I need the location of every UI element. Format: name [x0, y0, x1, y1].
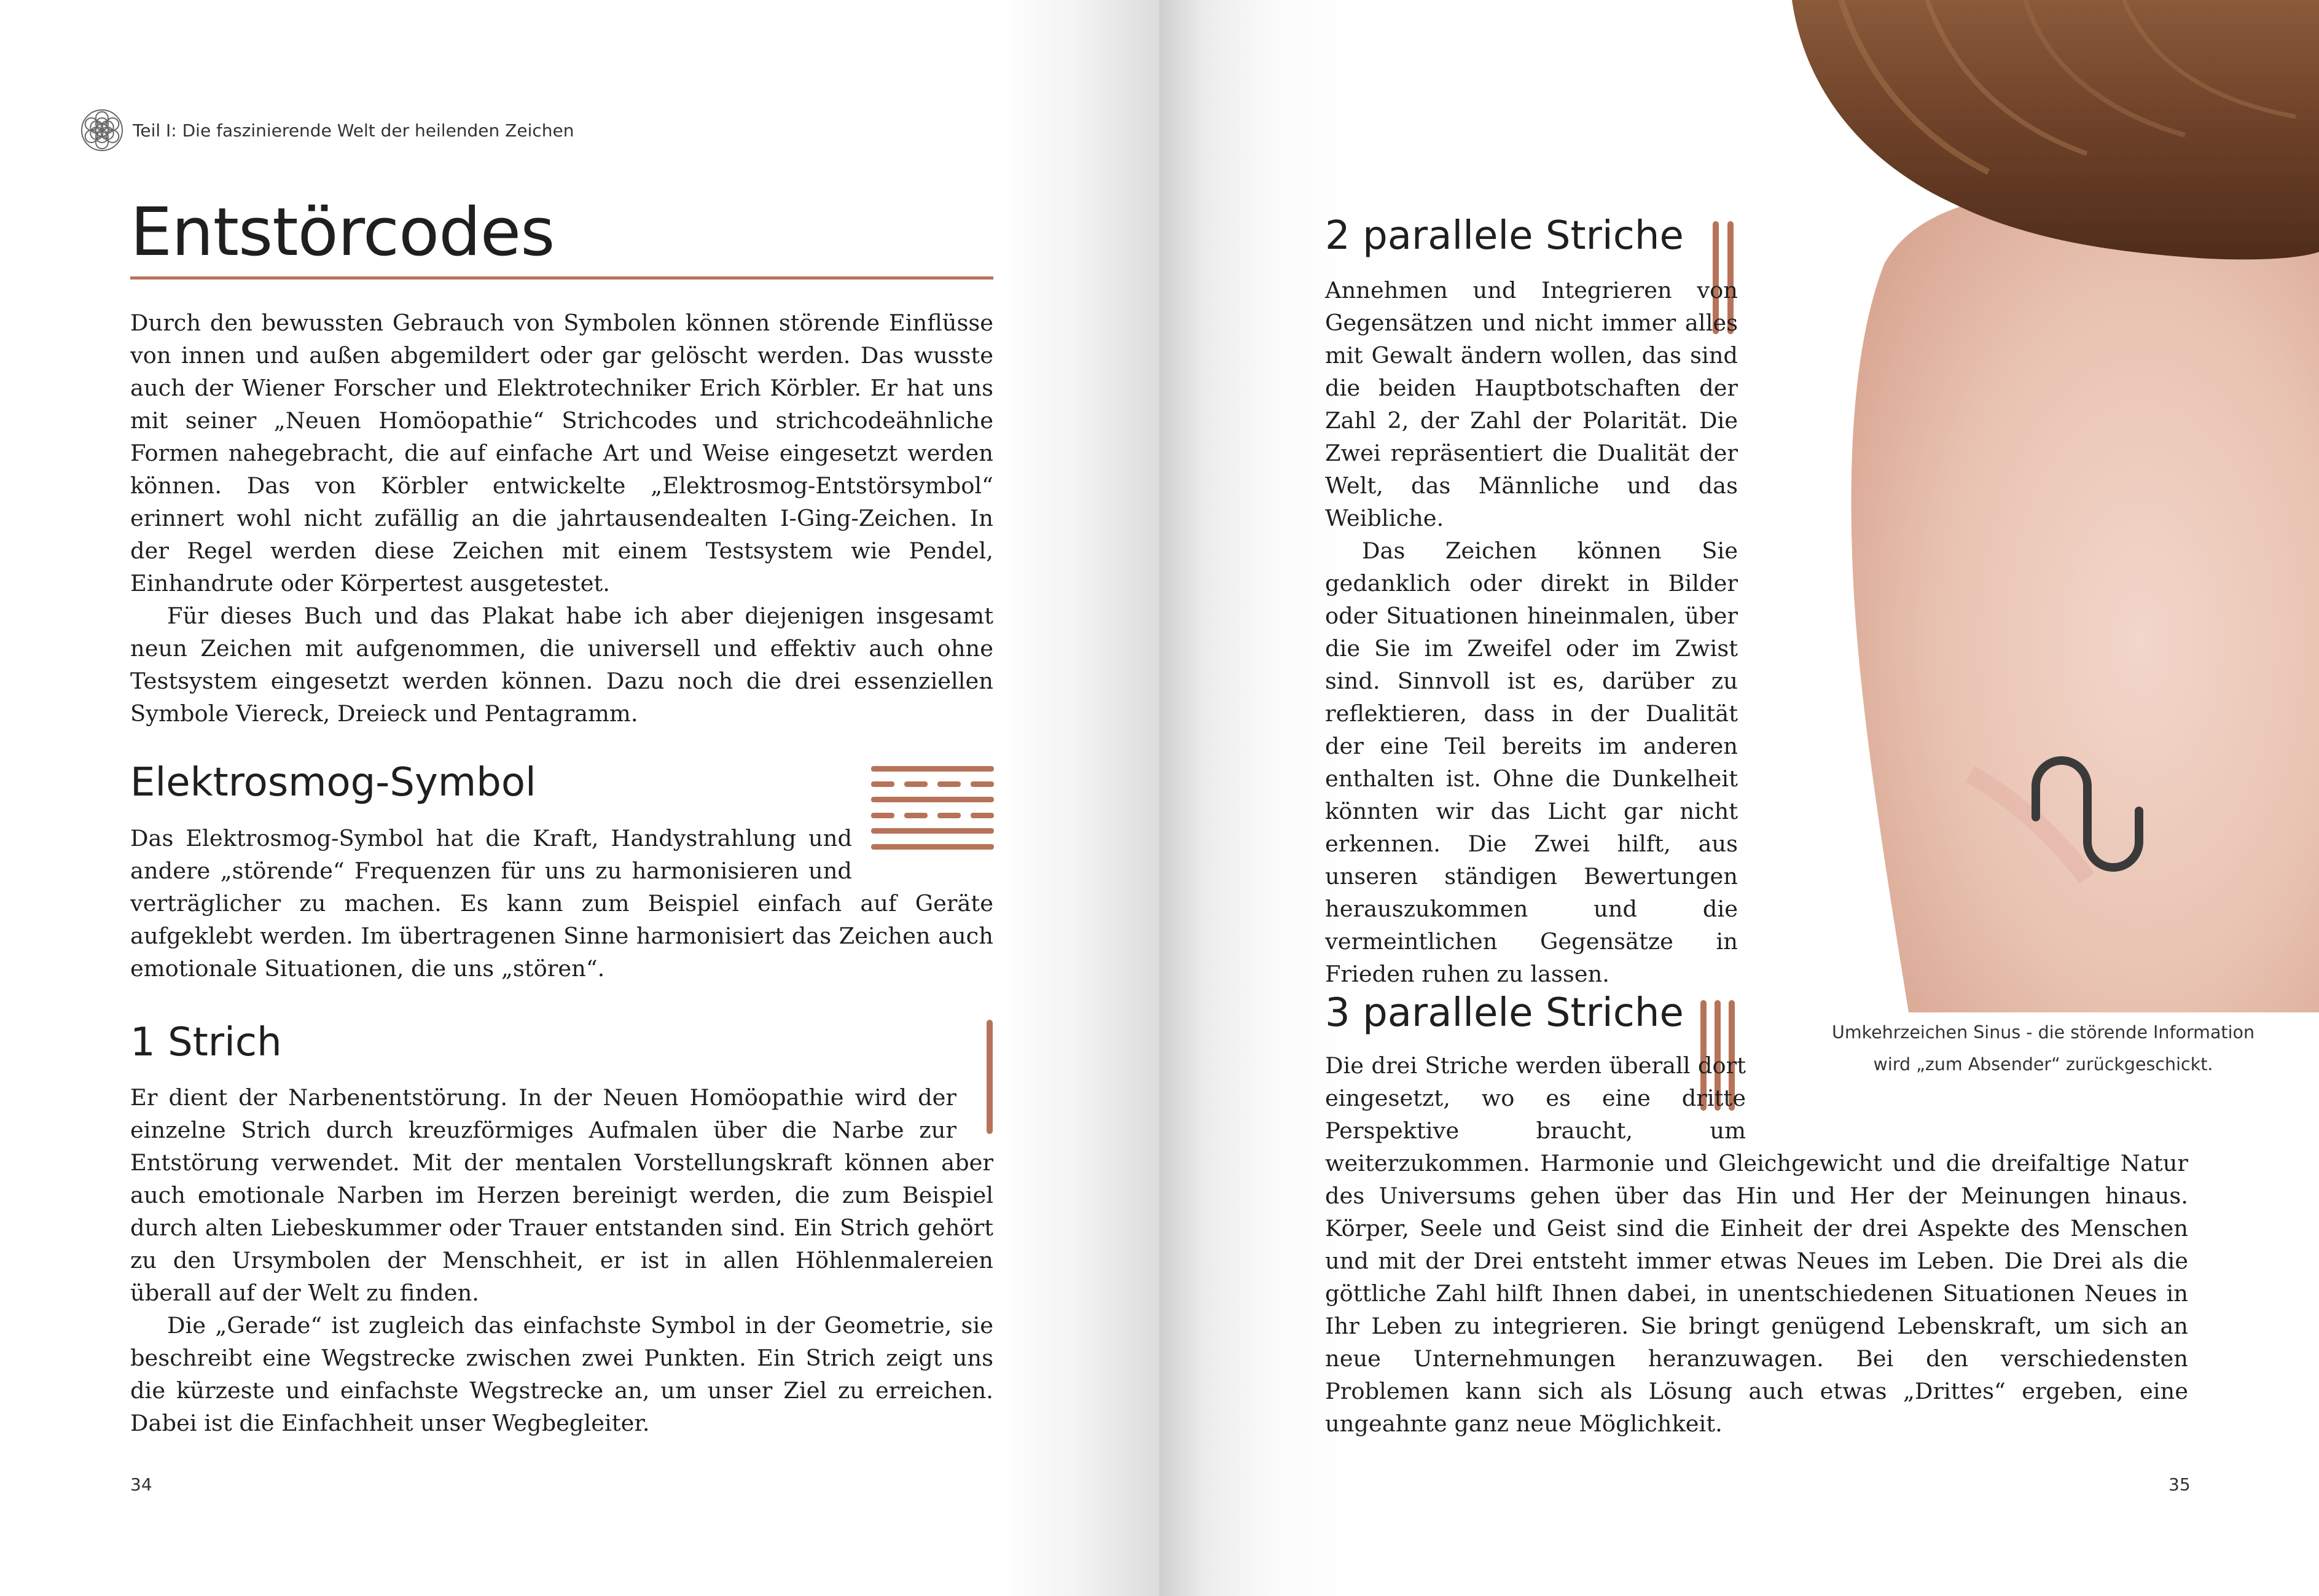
back-photo-illustration	[1767, 0, 2319, 1012]
strich2-paragraph-2: Das Zeichen können Sie gedanklich oder direkt in Bilder oder Situationen hineinmalen, über die Sie im Zweifel oder im Zwist sind. Sinnvoll ist es, darüber zu reflektieren, dass in der Dualität der eine Teil bereits im anderen enthalten ist. Ohne die Dunkelheit könnten wir das Licht gar nicht erkennen. Die Zwei hilft, aus unseren ständigen Bewertungen herauszukommen und die vermeintlichen Gegensätze in Frieden ruhen zu lassen.	[1325, 538, 1738, 987]
strich2-text	[1325, 274, 1738, 990]
strich3-heading: 3 parallele Striche	[1325, 990, 1684, 1036]
running-header	[80, 108, 574, 152]
elektrosmog-text	[130, 822, 993, 985]
strich1-paragraph-2: Die „Gerade“ ist zugleich das einfachste Symbol in der Geometrie, sie beschreibt eine Wegstrecke zwischen zwei Punkten. Ein Strich zeigt uns die kürzeste und einfachste Wegstrecke an, um unser Ziel zu erreichen. Dabei ist die Einfachheit unser Wegbegleiter.	[130, 1312, 993, 1436]
running-title: Teil I: Die faszinierende Welt der heilenden Zeichen	[133, 120, 574, 141]
elektrosmog-heading: Elektrosmog-Symbol	[130, 760, 536, 805]
strich2-paragraph-1: Annehmen und Integrieren von Gegensätzen und nicht immer alles mit Gewalt ändern wollen, das sind die beiden Hauptbotschaften der Zahl 2, der Zahl der Polarität. Die Zwei repräsentiert die Dualität der Welt, das Männliche und das Weibliche.	[1325, 277, 1738, 531]
strich1-wrap-spacer	[956, 1081, 993, 1146]
page-number-right: 35	[2168, 1474, 2191, 1495]
elektrosmog-wrap-spacer	[852, 822, 993, 887]
page-number-left: 34	[130, 1474, 152, 1495]
back-photo	[1767, 0, 2319, 1012]
photo-caption-line-1: Umkehrzeichen Sinus - die störende Information	[1831, 1022, 2255, 1042]
intro-text	[130, 307, 993, 730]
strich1-text	[130, 1081, 993, 1439]
left-page	[0, 0, 1159, 1596]
elektrosmog-paragraph-1: Das Elektrosmog-Symbol hat die Kraft, Handystrahlung und andere „störende“ Frequenzen für uns zu harmonisieren und verträglicher zu machen. Es kann zum Beispiel einfach auf Geräte aufgeklebt werden. Im übertragenen Sinne harmonisiert das Zeichen auch emotionale Situationen, die uns „stören“.	[130, 822, 993, 985]
strich3-paragraph-1: Die drei Striche werden überall dort eingesetzt, wo es eine dritte Perspektive braucht, um weiterzukommen. Harmonie und Gleichgewicht und die dreifaltige Natur des Universums gehen über das Hin und Her der Meinungen hinaus. Körper, Seele und Geist sind die Einheit der drei Aspekte des Menschen und mit der Drei entsteht immer etwas Neues im Leben. Die Drei als die göttliche Zahl hilft Ihnen dabei, in unentschiedenen Situationen Neues in Ihr Leben zu integrieren. Sie bringt genügend Lebenskraft, um sich an neue Unternehmungen heranzuwagen. Bei den verschiedensten Problemen kann sich als Lösung auch etwas „Drittes“ ergeben, eine ungeahnte ganz neue Möglichkeit.	[1325, 1049, 2188, 1440]
intro-paragraph-1: Durch den bewussten Gebrauch von Symbolen können störende Einflüsse von innen und außen abgemildert oder gar gelöscht werden. Das wusste auch der Wiener Forscher und Elektrotechniker Erich Körbler. Er hat uns mit seiner „Neuen Homöopathie“ Strichcodes und strichcodeähnliche Formen nahegebracht, die auf einfache Art und Weise eingesetzt werden können. Das von Körbler entwickelte „Elektrosmog-Entstörsymbol“ erinnert wohl nicht zufällig an die jahrtausendealten I-Ging-Zeichen. In der Regel werden diese Zeichen mit einem Testsystem wie Pendel, Einhandrute oder Körpertest ausgetestet.	[130, 310, 993, 597]
photo-caption-line-2: wird „zum Absender“ zurückgeschickt.	[1873, 1054, 2213, 1074]
title-rule	[130, 276, 993, 280]
strich1-heading: 1 Strich	[130, 1020, 282, 1065]
flower-of-life-icon	[80, 108, 124, 152]
strich2-heading: 2 parallele Striche	[1325, 213, 1684, 259]
strich1-paragraph-1: Er dient der Narbenentstörung. In der Neuen Homöopathie wird der einzelne Strich durch kreuzförmiges Aufmalen über die Narbe zur Entstörung verwendet. Mit der mentalen Vorstellungskraft können aber auch emotionale Narben im Herzen bereinigt werden, die zum Beispiel durch alten Liebeskummer oder Trauer entstanden sind. Ein Strich gehört zu den Ursymbolen der Menschheit, er ist in allen Höhlenmalereien überall auf der Welt zu finden.	[130, 1081, 993, 1309]
strich3-wrap-spacer	[1746, 1049, 2188, 1147]
intro-paragraph-2: Für dieses Buch und das Plakat habe ich aber diejenigen insgesamt neun Zeichen mit aufgenommen, die universell und effektiv auch ohne Testsystem eingesetzt werden können. Dazu noch die drei essenziellen Symbole Viereck, Dreieck und Pentagramm.	[130, 603, 993, 727]
page-title: Entstörcodes	[130, 194, 555, 271]
strich3-text	[1325, 1049, 2188, 1440]
